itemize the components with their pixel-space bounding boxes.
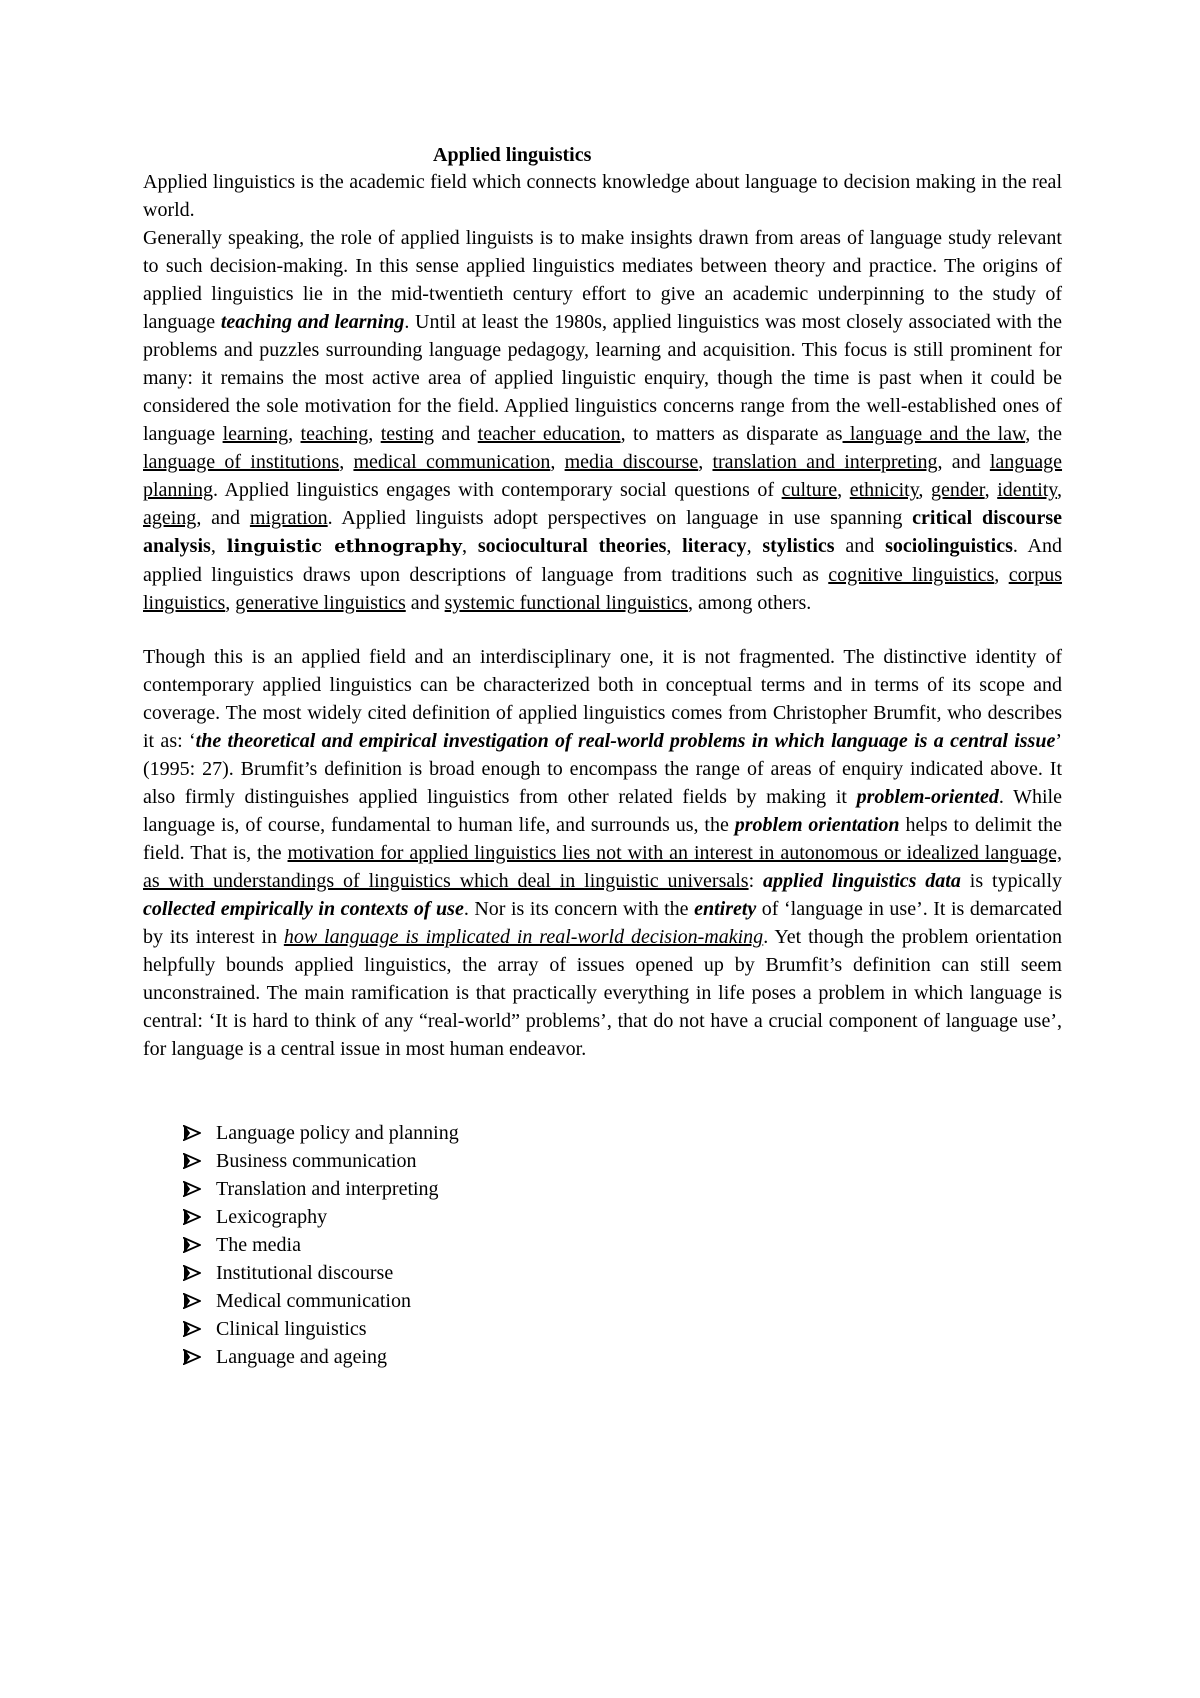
list-item [183,1175,1062,1203]
formatted-text-run: teacher education [477,423,621,445]
text-run: , [994,564,1009,586]
arrowhead-bullet-icon [183,1125,216,1141]
text-run: , [837,479,850,501]
formatted-text-run: motivation for applied linguistics lies not with an interest in autonomous or idealized language, as with understandings of linguistics which deal in linguistic universals [143,842,1062,892]
text-run: . Applied linguistics engages with contemporary social questions of [213,479,782,501]
text-run: , to matters as disparate as [620,423,843,445]
text-run: Though this is an applied field and an interdisciplinary one, it is not fragmented. The distinctive identity of contemporary applied linguistics can be characterized both in conceptual terms and in terms of its scope and coverage. The most widely cited definition of applied linguistics comes from Christopher Brumfit, who describes it as: ‘ [143,646,1062,752]
arrowhead-bullet-icon [183,1265,216,1281]
formatted-text-run: corpus linguistics [143,564,1063,614]
list-item-label: Business communication [216,1150,417,1172]
text-run: , [1057,479,1063,501]
formatted-text-run: sociolinguistics [885,535,1013,557]
formatted-text-run: problem orientation [734,814,900,836]
text-run: . While language is, of course, fundamental to human life, and surrounds us, the [143,786,1062,836]
formatted-text-run: testing [380,423,435,445]
formatted-text-run: medical communication [353,451,551,473]
formatted-text-run: problem-oriented [856,786,999,808]
text-run: and [834,535,886,557]
list-item-label: Institutional discourse [216,1262,394,1284]
formatted-text-run: language of institutions [143,451,340,473]
text-run: , among others. [687,592,812,614]
formatted-text-run: systemic functional linguistics [444,592,688,614]
arrowhead-bullet-icon [183,1321,216,1337]
text-run: , [550,451,565,473]
formatted-text-run: critical discourse analysis [143,507,1062,557]
text-run: and [434,423,478,445]
topic-list [143,1119,1062,1371]
formatted-text-run: linguistic ethnography [226,536,463,557]
list-spacer [143,1063,1062,1119]
text-run: , and [196,507,250,529]
formatted-text-run: literacy [682,535,747,557]
text-run: Generally speaking, the role of applied linguists is to make insights drawn from areas of language study relevant to such decision-making. In this sense applied linguistics mediates between theory and practice. The origins of applied linguistics lie in the mid-twentieth century effort to give an academic underpinning to the study of language [143,227,1062,333]
formatted-text-run: sociocultural theories [477,535,667,557]
list-item [183,1231,1062,1259]
text-run: , [339,451,354,473]
text-run: , [666,535,683,557]
formatted-text-run: generative linguistics [235,592,406,614]
paragraph-2 [143,224,1062,617]
text-run: , [462,535,478,557]
arrowhead-bullet-icon [183,1153,216,1169]
formatted-text-run: entirety [694,898,757,920]
text-run: , [698,451,713,473]
list-item-label: Clinical linguistics [216,1318,367,1340]
formatted-text-run: stylistics [762,535,835,557]
formatted-text-run: language planning [143,451,1063,501]
list-item-label: Language policy and planning [216,1122,459,1144]
list-item-label: Medical communication [216,1290,411,1312]
text-run: , [368,423,381,445]
list-item-label: Lexicography [216,1206,328,1228]
text-run: helps to delimit the field. That is, the [143,814,1063,864]
formatted-text-run: teaching [300,423,369,445]
formatted-text-run: ethnicity [849,479,919,501]
formatted-text-run: identity [997,479,1058,501]
text-run: , [225,592,236,614]
text-run: . Until at least the 1980s, applied linguistics was most closely associated with the problems and puzzles surrounding language pedagogy, learning and acquisition. This focus is still prominent for many: it remains the most active area of applied linguistic enquiry, though the time is past when it could be considered the sole motivation for the field. Applied linguistics concerns range from the well-established ones of language [143,311,1062,445]
text-run: . Applied linguists adopt perspectives on language in use spanning [327,507,913,529]
list-item [183,1343,1062,1371]
arrowhead-bullet-icon [183,1237,216,1253]
text-run: , the [1025,423,1063,445]
text-run: is typically [960,870,1062,892]
text-run: . Nor is its concern with the [463,898,695,920]
formatted-text-run: collected empirically in contexts of use [143,898,464,920]
paragraph-1 [143,168,1062,224]
text-run: , [288,423,301,445]
document-title: Applied linguistics [433,144,592,166]
text-run: of ‘language in use’. It is demarcated by its interest in [143,898,1062,948]
arrowhead-bullet-icon [183,1209,216,1225]
list-item-label: The media [216,1234,301,1256]
paragraph-spacer [143,617,1062,643]
list-item-label: Translation and interpreting [216,1178,439,1200]
arrowhead-bullet-icon [183,1293,216,1309]
formatted-text-run: how language is implicated in real-world decision-making [283,926,764,948]
formatted-text-run: teaching and learning [220,311,405,333]
list-item [183,1147,1062,1175]
text-run: . Yet though the problem orientation helpfully bounds applied linguistics, the array of issues opened up by Brumfit’s definition can still seem unconstrained. The main ramification is that practically everything in life poses a problem in which language is central: ‘It is hard to think of any “real-world” problems’, that do not have a crucial component of language use’, for language is a central issue in most human endeavor. [143,926,1062,1060]
paragraph-3 [143,643,1062,1063]
list-item [183,1119,1062,1147]
text-run: , [746,535,763,557]
text-run: . And applied linguistics draws upon descriptions of language from traditions such as [143,535,1062,586]
list-item [183,1259,1062,1287]
formatted-text-run: migration [249,507,328,529]
text-run: and [405,592,445,614]
list-item [183,1203,1062,1231]
arrowhead-bullet-icon [183,1349,216,1365]
formatted-text-run: media discourse [564,451,699,473]
formatted-text-run: gender [931,479,985,501]
list-item-label: Language and ageing [216,1346,388,1368]
formatted-text-run: language and the law [842,423,1026,445]
arrowhead-bullet-icon [183,1181,216,1197]
text-run: , [210,535,227,557]
formatted-text-run: applied linguistics data [763,870,961,892]
formatted-text-run: culture [781,479,838,501]
text-run: : [748,870,764,892]
formatted-text-run: cognitive linguistics [828,564,995,586]
list-item [183,1287,1062,1315]
text-run: , [984,479,998,501]
text-run: Applied linguistics is the academic field which connects knowledge about language to decision making in the real world. [143,171,1062,221]
formatted-text-run: ageing [143,507,197,529]
formatted-text-run: the theoretical and empirical investigation of real-world problems in which language is a central issue [195,730,1056,752]
text-run: , [918,479,931,501]
list-item [183,1315,1062,1343]
formatted-text-run: translation and interpreting [712,451,938,473]
text-run: , and [937,451,990,473]
text-run: ’ (1995: 27). Brumfit’s definition is broad enough to encompass the range of areas of enquiry indicated above. It also firmly distinguishes applied linguistics from other related fields by making it [143,730,1062,808]
formatted-text-run: learning [222,423,289,445]
